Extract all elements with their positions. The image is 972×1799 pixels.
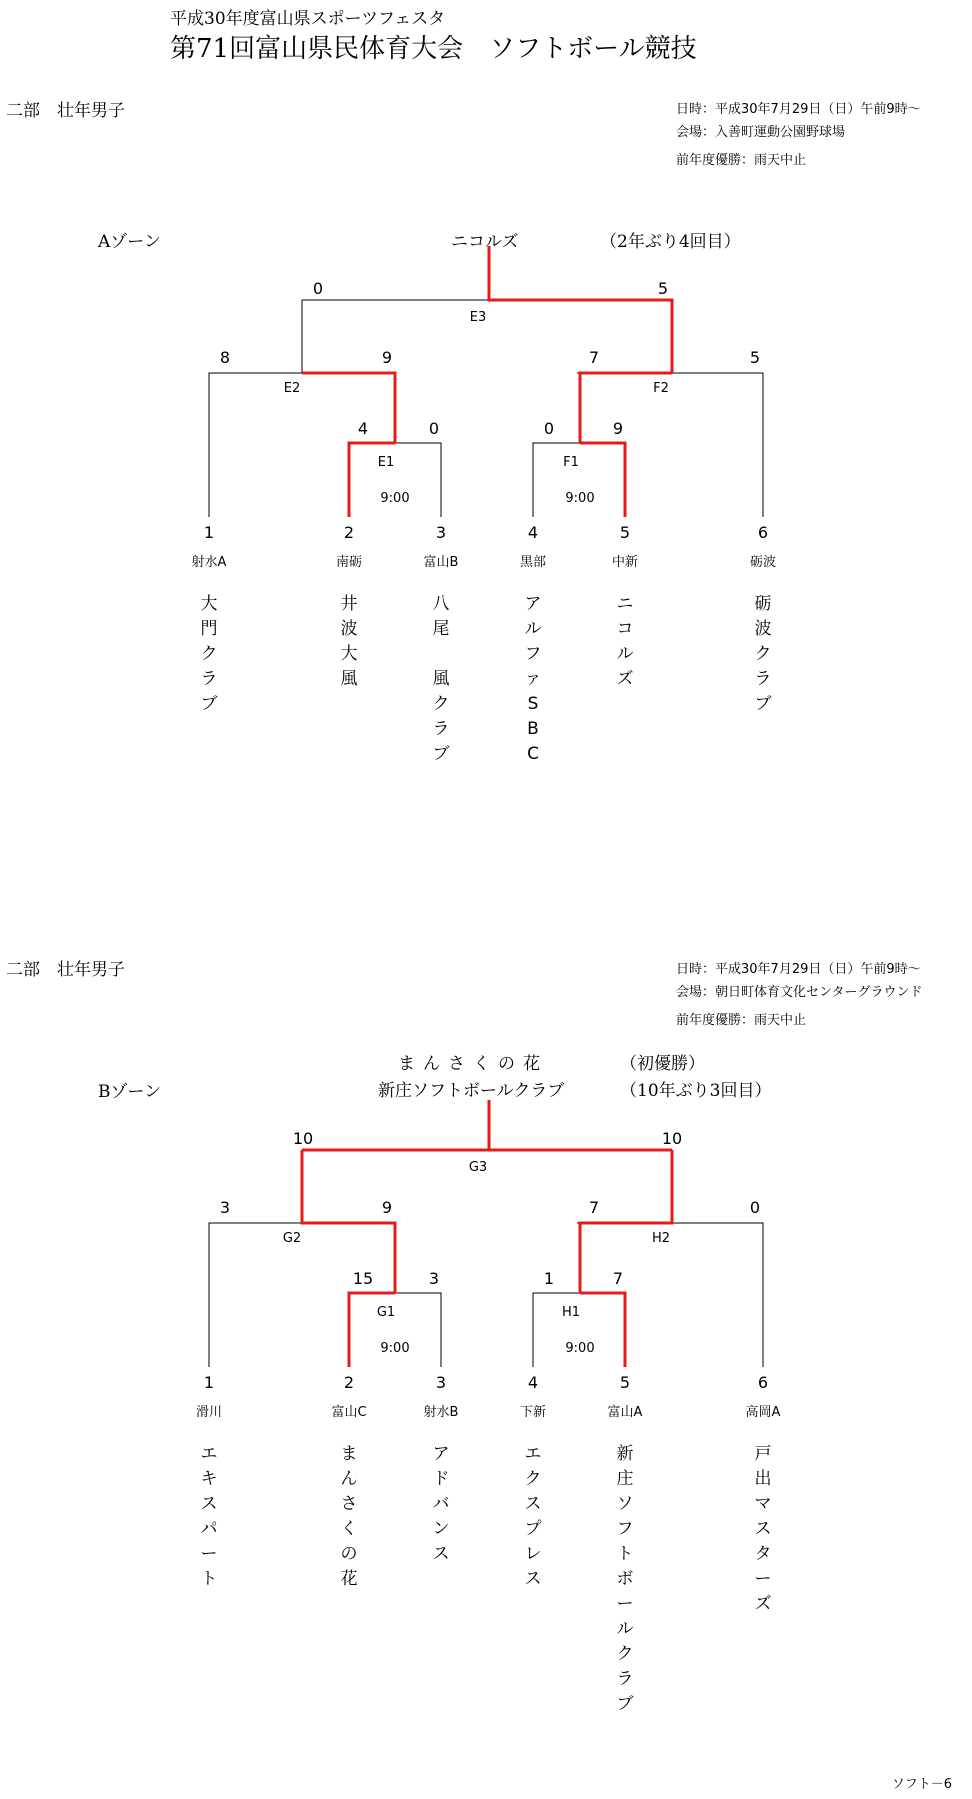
team-number: 3	[435, 523, 447, 542]
team-name-char: ま	[340, 1444, 358, 1464]
team-area: 富山A	[607, 1405, 643, 1420]
team-name-char: S	[527, 694, 539, 714]
team-name-char: ク	[432, 694, 450, 714]
team-name-char: さ	[340, 1494, 358, 1514]
team-name-char: ス	[754, 1519, 772, 1539]
team-name-char: ズ	[754, 1594, 772, 1614]
team-name-char: ブ	[616, 1694, 634, 1714]
team-name-char: ル	[616, 1619, 634, 1639]
team-name-char: ド	[432, 1469, 450, 1489]
team-number: 4	[527, 1373, 539, 1392]
team-name	[610, 1442, 640, 1717]
team-name-char: キ	[200, 1469, 218, 1489]
team-name-char: ブ	[200, 694, 218, 714]
score: 3	[219, 1198, 231, 1217]
score: 10	[661, 1129, 683, 1148]
score: 7	[588, 348, 600, 367]
event-date: 日時：平成30年7月29日（日）午前9時～	[676, 102, 921, 117]
champion-note: （10年ぶり3回目）	[620, 1081, 772, 1101]
team-name-char: B	[527, 719, 539, 739]
team-area: 下新	[519, 1405, 546, 1420]
team-name	[426, 1442, 456, 1567]
match-label: G3	[468, 1160, 488, 1175]
team-name-char: ト	[200, 1569, 218, 1589]
team-number: 3	[435, 1373, 447, 1392]
match-label: G2	[282, 1231, 302, 1246]
team-number: 1	[203, 1373, 215, 1392]
team-name-char: ソ	[616, 1494, 634, 1514]
team-name-char: ス	[524, 1494, 542, 1514]
team-name-char: ク	[200, 644, 218, 664]
team-name-char: プ	[524, 1519, 542, 1539]
match-time: 9:00	[380, 491, 410, 506]
team-name-char: ラ	[432, 719, 450, 739]
team-name-char: 戸	[754, 1444, 772, 1464]
team-name-char: レ	[524, 1544, 542, 1564]
team-name-char: ー	[616, 1594, 634, 1614]
team-name-char: ブ	[432, 744, 450, 764]
score: 7	[588, 1198, 600, 1217]
team-number: 2	[343, 523, 355, 542]
previous-winner: 前年度優勝：雨天中止	[676, 153, 807, 168]
division-label: 二部 壮年男子	[6, 960, 125, 980]
team-area: 滑川	[195, 1405, 222, 1420]
team-name-char: ん	[340, 1469, 358, 1489]
team-name-char: ト	[616, 1544, 634, 1564]
team-name-char: フ	[616, 1519, 634, 1539]
team-name-char: 波	[340, 619, 358, 639]
match-label: G1	[376, 1305, 396, 1320]
team-name-char: 出	[754, 1469, 772, 1489]
score: 4	[357, 419, 369, 438]
team-name-char: ス	[200, 1494, 218, 1514]
team-name-char: フ	[524, 644, 542, 664]
match-label: F2	[653, 381, 669, 396]
score: 9	[612, 419, 624, 438]
team-name	[194, 1442, 224, 1592]
team-name-char: C	[527, 744, 539, 764]
team-name-char: ァ	[524, 669, 542, 689]
team-area: 南砺	[335, 555, 362, 570]
team-name-char: 波	[754, 619, 772, 639]
match-label: H1	[561, 1305, 581, 1320]
match-label: H2	[651, 1231, 671, 1246]
team-name-char: ク	[616, 1644, 634, 1664]
team-number: 1	[203, 523, 215, 542]
team-area: 砺波	[749, 555, 776, 570]
team-name-char: ラ	[616, 1669, 634, 1689]
team-name-char: ル	[524, 619, 542, 639]
event-subtitle: 平成30年度富山県スポーツフェスタ	[170, 9, 446, 29]
team-name-char: 庄	[616, 1469, 634, 1489]
match-label: F1	[563, 455, 579, 470]
team-name-char: ー	[200, 1544, 218, 1564]
team-name-char: ズ	[616, 669, 634, 689]
team-number: 4	[527, 523, 539, 542]
match-time: 9:00	[565, 491, 595, 506]
champion-name: 新庄ソフトボールクラブ	[378, 1081, 565, 1101]
team-area: 高岡A	[745, 1405, 781, 1420]
team-name-char: タ	[754, 1544, 772, 1564]
team-area: 黒部	[519, 555, 546, 570]
score: 9	[381, 1198, 393, 1217]
team-area: 中新	[611, 555, 638, 570]
team-name-char: く	[340, 1519, 358, 1539]
score: 0	[428, 419, 440, 438]
team-name-char: ン	[432, 1519, 450, 1539]
team-number: 2	[343, 1373, 355, 1392]
score: 9	[381, 348, 393, 367]
team-name-char: ボ	[616, 1569, 634, 1589]
score: 3	[428, 1269, 440, 1288]
champion-name: ニコルズ	[451, 232, 519, 252]
team-name-char: 風	[432, 669, 450, 689]
team-name-char: パ	[200, 1519, 218, 1539]
team-number: 5	[619, 1373, 631, 1392]
team-name-char: 大	[340, 644, 358, 664]
score: 5	[749, 348, 761, 367]
team-name-char: の	[340, 1544, 358, 1564]
team-name-char: ア	[524, 594, 542, 614]
champion-note: （初優勝）	[620, 1054, 705, 1074]
team-area: 富山B	[423, 555, 459, 570]
match-time: 9:00	[565, 1341, 595, 1356]
team-name-char: 風	[340, 669, 358, 689]
team-area: 富山C	[331, 1405, 367, 1420]
team-name-char: ス	[524, 1569, 542, 1589]
match-label: E1	[377, 455, 395, 470]
team-area: 射水B	[423, 1405, 459, 1420]
event-venue: 会場：入善町運動公園野球場	[676, 125, 846, 140]
score: 5	[657, 279, 669, 298]
team-name-char: エ	[524, 1444, 542, 1464]
team-name-char: バ	[432, 1494, 450, 1514]
team-area: 射水A	[191, 555, 227, 570]
team-name-char: 八	[432, 594, 450, 614]
score: 1	[543, 1269, 555, 1288]
match-label: E3	[469, 310, 487, 325]
team-name-char: 尾	[432, 619, 450, 639]
event-venue: 会場：朝日町体育文化センターグラウンド	[676, 985, 923, 1000]
team-number: 6	[757, 1373, 769, 1392]
team-name	[518, 1442, 548, 1592]
team-name-char: 花	[340, 1569, 358, 1589]
team-name-char: ブ	[754, 694, 772, 714]
team-name	[748, 1442, 778, 1617]
score: 8	[219, 348, 231, 367]
page-number: ソフト－6	[891, 1777, 952, 1792]
champion-note: （2年ぶり4回目）	[600, 232, 741, 252]
score: 0	[312, 279, 324, 298]
team-number: 5	[619, 523, 631, 542]
team-name-char: ニ	[616, 594, 634, 614]
match-time: 9:00	[380, 1341, 410, 1356]
team-name-char: ラ	[754, 669, 772, 689]
team-name-char: 大	[200, 594, 218, 614]
team-name-char: ク	[524, 1469, 542, 1489]
team-name-char: ク	[754, 644, 772, 664]
champion-name: まんさくの花	[398, 1054, 548, 1074]
score: 0	[749, 1198, 761, 1217]
team-name-char: ラ	[200, 669, 218, 689]
previous-winner: 前年度優勝：雨天中止	[676, 1013, 807, 1028]
match-label: E2	[283, 381, 301, 396]
team-name-char: 井	[340, 594, 358, 614]
team-name-char: コ	[616, 619, 634, 639]
team-number: 6	[757, 523, 769, 542]
zone-label: Bゾーン	[98, 1082, 162, 1102]
team-name-char: 新	[616, 1444, 634, 1464]
score: 15	[352, 1269, 374, 1288]
team-name	[334, 1442, 364, 1592]
zone-label: Aゾーン	[98, 232, 161, 252]
score: 0	[543, 419, 555, 438]
team-name-char: ア	[432, 1444, 450, 1464]
score: 7	[612, 1269, 624, 1288]
team-name-char: ス	[432, 1544, 450, 1564]
team-name-char: エ	[200, 1444, 218, 1464]
team-name-char: 門	[200, 619, 218, 639]
division-label: 二部 壮年男子	[6, 101, 125, 121]
score: 10	[292, 1129, 314, 1148]
team-name-char: ー	[754, 1569, 772, 1589]
event-date: 日時：平成30年7月29日（日）午前9時～	[676, 962, 921, 977]
team-name-char: マ	[754, 1494, 772, 1514]
page-title: 第71回富山県民体育大会 ソフトボール競技	[170, 34, 697, 64]
team-name-char: 砺	[754, 594, 772, 614]
team-name-char: ル	[616, 644, 634, 664]
